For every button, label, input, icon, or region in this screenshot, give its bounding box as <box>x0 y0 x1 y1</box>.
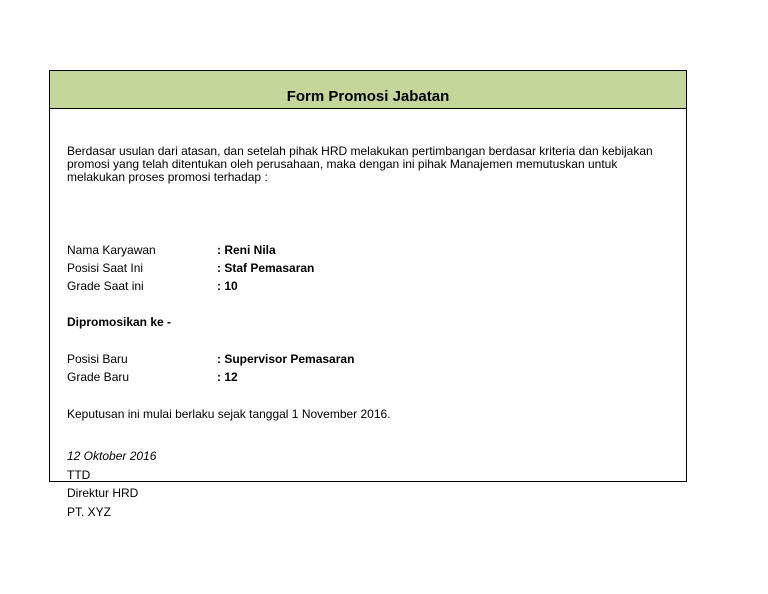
new-position-row <box>67 352 354 367</box>
intro-paragraph: Berdasar usulan dari atasan, dan setelah pihak HRD melakukan pertimbangan berdasar kriteria dan kebijakan promosi yang telah ditentukan oleh perusahaan, maka dengan ini pihak Manajemen memutuskan untuk melakukan proses promosi terhadap : <box>67 144 653 184</box>
promotion-heading: Dipromosikan ke - <box>67 315 172 329</box>
employee-name-row <box>67 243 276 258</box>
signature-ttd: TTD <box>67 468 91 482</box>
form-header <box>50 71 686 109</box>
employee-name-label: Nama Karyawan <box>67 243 156 257</box>
current-grade-value: : 10 <box>217 279 238 293</box>
current-position-label: Posisi Saat Ini <box>67 261 144 275</box>
promotion-form <box>49 70 687 519</box>
employee-name-value: : Reni Nila <box>217 243 276 257</box>
new-grade-row <box>67 370 238 385</box>
current-grade-row <box>67 279 238 294</box>
current-position-value: : Staf Pemasaran <box>217 261 315 275</box>
signature-role: Direktur HRD <box>67 486 139 500</box>
new-grade-label: Grade Baru <box>67 370 130 384</box>
form-title: Form Promosi Jabatan <box>286 88 450 105</box>
effective-note: Keputusan ini mulai berlaku sejak tanggal 1 November 2016. <box>67 407 391 421</box>
signature-date: 12 Oktober 2016 <box>67 449 157 463</box>
current-position-row <box>67 261 314 276</box>
current-grade-label: Grade Saat ini <box>67 279 144 293</box>
new-position-label: Posisi Baru <box>67 352 128 366</box>
new-grade-value: : 12 <box>217 370 238 384</box>
signature-company: PT. XYZ <box>67 505 112 519</box>
new-position-value: : Supervisor Pemasaran <box>217 352 355 366</box>
